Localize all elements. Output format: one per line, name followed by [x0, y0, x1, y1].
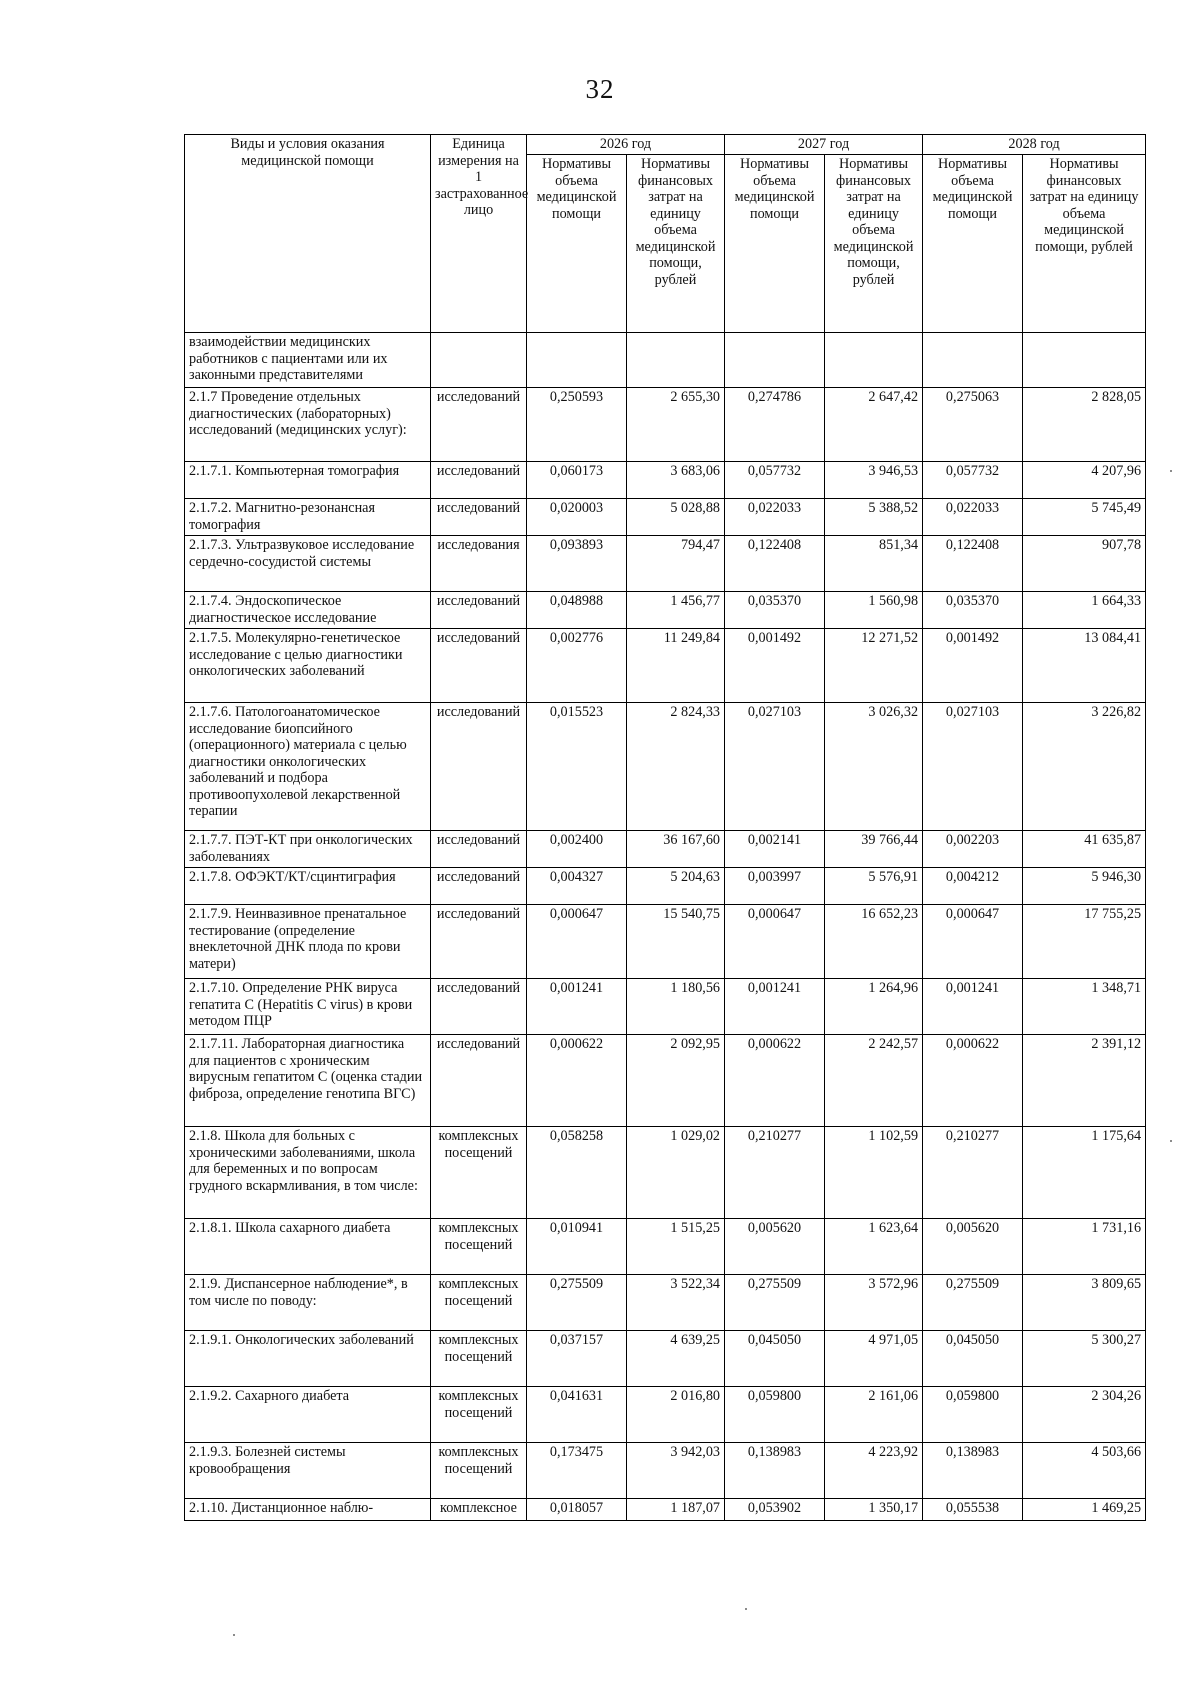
row-volume-2027: 0,002141	[725, 831, 825, 868]
header-kind: Виды и условия оказания медицинской помощи	[185, 135, 431, 333]
row-volume-2026: 0,060173	[527, 462, 627, 499]
row-cost-2027	[825, 333, 923, 388]
row-cost-2028: 1 175,64	[1023, 1127, 1146, 1219]
row-volume-2026: 0,018057	[527, 1499, 627, 1521]
row-volume-2028: 0,000647	[923, 905, 1023, 979]
row-volume-2027: 0,057732	[725, 462, 825, 499]
row-volume-2027: 0,000622	[725, 1035, 825, 1127]
row-kind: 2.1.7.6. Патологоанатомическое исследование биопсийного (операционного) материала с целью диагностики онкологических заболеваний и подбора противоопухолевой лекарственной терапии	[185, 703, 431, 831]
row-cost-2027: 12 271,52	[825, 629, 923, 703]
row-cost-2026: 11 249,84	[627, 629, 725, 703]
row-volume-2028: 0,057732	[923, 462, 1023, 499]
row-volume-2027	[725, 333, 825, 388]
row-volume-2026: 0,093893	[527, 536, 627, 592]
header-cost-2028: Нормативы финансовых затрат на единицу объема медицинской помощи, рублей	[1023, 155, 1146, 333]
row-volume-2028: 0,001492	[923, 629, 1023, 703]
table-row	[185, 1035, 1146, 1127]
row-volume-2026: 0,000647	[527, 905, 627, 979]
row-kind: 2.1.10. Дистанционное наблю-	[185, 1499, 431, 1521]
row-cost-2026: 1 029,02	[627, 1127, 725, 1219]
table-row	[185, 1219, 1146, 1275]
row-volume-2028: 0,122408	[923, 536, 1023, 592]
row-unit: исследований	[431, 868, 527, 905]
row-volume-2027: 0,005620	[725, 1219, 825, 1275]
table-row	[185, 499, 1146, 536]
row-cost-2027: 1 560,98	[825, 592, 923, 629]
header-year-2028: 2028 год	[923, 135, 1146, 155]
table-row	[185, 1275, 1146, 1331]
row-volume-2027: 0,275509	[725, 1275, 825, 1331]
table-row	[185, 536, 1146, 592]
scan-speck	[1170, 1140, 1172, 1142]
row-kind: 2.1.9. Диспансерное наблюдение*, в том числе по поводу:	[185, 1275, 431, 1331]
row-unit: исследований	[431, 703, 527, 831]
row-volume-2026: 0,002776	[527, 629, 627, 703]
row-cost-2027: 39 766,44	[825, 831, 923, 868]
row-kind: 2.1.7.7. ПЭТ-КТ при онкологических заболеваниях	[185, 831, 431, 868]
row-volume-2027: 0,022033	[725, 499, 825, 536]
table-row	[185, 462, 1146, 499]
table-row	[185, 629, 1146, 703]
row-kind: 2.1.8.1. Школа сахарного диабета	[185, 1219, 431, 1275]
row-cost-2026: 2 016,80	[627, 1387, 725, 1443]
row-cost-2026: 5 028,88	[627, 499, 725, 536]
row-cost-2026: 4 639,25	[627, 1331, 725, 1387]
scan-speck	[233, 1634, 235, 1636]
row-unit: комплексных посещений	[431, 1331, 527, 1387]
row-cost-2026: 36 167,60	[627, 831, 725, 868]
row-kind: 2.1.7.3. Ультразвуковое исследование сердечно-сосудистой системы	[185, 536, 431, 592]
row-volume-2026: 0,275509	[527, 1275, 627, 1331]
row-kind: 2.1.7.2. Магнитно-резонансная томография	[185, 499, 431, 536]
row-volume-2027: 0,053902	[725, 1499, 825, 1521]
table-row	[185, 703, 1146, 831]
header-volume-2026: Нормативы объема медицинской помощи	[527, 155, 627, 333]
row-cost-2026: 15 540,75	[627, 905, 725, 979]
row-cost-2027: 851,34	[825, 536, 923, 592]
row-kind: 2.1.7.1. Компьютерная томография	[185, 462, 431, 499]
row-cost-2027: 5 388,52	[825, 499, 923, 536]
row-volume-2026: 0,058258	[527, 1127, 627, 1219]
row-volume-2026: 0,041631	[527, 1387, 627, 1443]
row-cost-2026: 5 204,63	[627, 868, 725, 905]
row-kind: 2.1.9.2. Сахарного диабета	[185, 1387, 431, 1443]
row-cost-2026: 2 655,30	[627, 388, 725, 462]
row-unit: исследований	[431, 1035, 527, 1127]
row-volume-2028: 0,004212	[923, 868, 1023, 905]
row-kind: 2.1.7.9. Неинвазивное пренатальное тестирование (определение внеклеточной ДНК плода по крови матери)	[185, 905, 431, 979]
row-cost-2027: 3 946,53	[825, 462, 923, 499]
row-kind: взаимодействии медицинских работников с пациентами или их законными представителями	[185, 333, 431, 388]
row-kind: 2.1.7 Проведение отдельных диагностических (лабораторных) исследований (медицинских услуг):	[185, 388, 431, 462]
row-kind: 2.1.9.3. Болезней системы кровообращения	[185, 1443, 431, 1499]
row-kind: 2.1.7.8. ОФЭКТ/КТ/сцинтиграфия	[185, 868, 431, 905]
table-row	[185, 592, 1146, 629]
row-cost-2026: 1 456,77	[627, 592, 725, 629]
row-cost-2028: 5 300,27	[1023, 1331, 1146, 1387]
row-cost-2027: 3 026,32	[825, 703, 923, 831]
table-body	[185, 333, 1146, 1521]
table-row	[185, 831, 1146, 868]
row-volume-2028: 0,138983	[923, 1443, 1023, 1499]
row-cost-2026: 794,47	[627, 536, 725, 592]
row-volume-2028: 0,000622	[923, 1035, 1023, 1127]
row-unit: исследований	[431, 905, 527, 979]
row-cost-2026: 1 515,25	[627, 1219, 725, 1275]
row-volume-2027: 0,059800	[725, 1387, 825, 1443]
table-row	[185, 1127, 1146, 1219]
header-row-years	[185, 135, 1146, 155]
row-cost-2028: 2 304,26	[1023, 1387, 1146, 1443]
row-volume-2027: 0,274786	[725, 388, 825, 462]
row-cost-2028: 5 745,49	[1023, 499, 1146, 536]
row-kind: 2.1.9.1. Онкологических заболеваний	[185, 1331, 431, 1387]
header-volume-2028: Нормативы объема медицинской помощи	[923, 155, 1023, 333]
row-cost-2028: 3 809,65	[1023, 1275, 1146, 1331]
row-volume-2026: 0,020003	[527, 499, 627, 536]
row-cost-2028: 13 084,41	[1023, 629, 1146, 703]
row-cost-2027: 1 623,64	[825, 1219, 923, 1275]
page-number: 32	[585, 74, 615, 104]
scan-speck	[745, 1608, 747, 1610]
row-volume-2027: 0,000647	[725, 905, 825, 979]
row-volume-2026: 0,002400	[527, 831, 627, 868]
row-volume-2028: 0,027103	[923, 703, 1023, 831]
row-cost-2027: 1 102,59	[825, 1127, 923, 1219]
row-volume-2026: 0,015523	[527, 703, 627, 831]
row-unit: комплексных посещений	[431, 1387, 527, 1443]
row-volume-2026: 0,010941	[527, 1219, 627, 1275]
row-cost-2026: 3 683,06	[627, 462, 725, 499]
row-volume-2026	[527, 333, 627, 388]
row-volume-2028: 0,210277	[923, 1127, 1023, 1219]
row-kind: 2.1.7.11. Лабораторная диагностика для пациентов с хроническим вирусным гепатитом С (оценка стадии фиброза, определение генотипа ВГС)	[185, 1035, 431, 1127]
row-cost-2028: 1 664,33	[1023, 592, 1146, 629]
row-cost-2026	[627, 333, 725, 388]
row-volume-2028: 0,275063	[923, 388, 1023, 462]
scan-speck	[1170, 470, 1172, 472]
header-cost-2027: Нормативы финансовых затрат на единицу объема медицинской помощи, рублей	[825, 155, 923, 333]
row-cost-2027: 3 572,96	[825, 1275, 923, 1331]
row-unit: исследований	[431, 629, 527, 703]
row-cost-2027: 1 350,17	[825, 1499, 923, 1521]
row-cost-2028: 4 207,96	[1023, 462, 1146, 499]
row-volume-2027: 0,001241	[725, 979, 825, 1035]
header-year-2027: 2027 год	[725, 135, 923, 155]
row-kind: 2.1.7.10. Определение РНК вируса гепатита С (Hepatitis С virus) в крови методом ПЦР	[185, 979, 431, 1035]
table-row	[185, 1499, 1146, 1521]
row-volume-2026: 0,048988	[527, 592, 627, 629]
row-volume-2026: 0,173475	[527, 1443, 627, 1499]
row-unit: исследований	[431, 979, 527, 1035]
row-volume-2026: 0,004327	[527, 868, 627, 905]
table-row	[185, 905, 1146, 979]
row-cost-2028: 2 828,05	[1023, 388, 1146, 462]
row-cost-2028: 17 755,25	[1023, 905, 1146, 979]
row-volume-2027: 0,001492	[725, 629, 825, 703]
row-cost-2027: 4 223,92	[825, 1443, 923, 1499]
row-volume-2027: 0,045050	[725, 1331, 825, 1387]
row-volume-2028: 0,001241	[923, 979, 1023, 1035]
row-cost-2028: 1 731,16	[1023, 1219, 1146, 1275]
row-cost-2028: 41 635,87	[1023, 831, 1146, 868]
row-cost-2026: 2 092,95	[627, 1035, 725, 1127]
row-volume-2028: 0,002203	[923, 831, 1023, 868]
row-cost-2028: 1 348,71	[1023, 979, 1146, 1035]
row-volume-2027: 0,138983	[725, 1443, 825, 1499]
row-cost-2027: 16 652,23	[825, 905, 923, 979]
row-cost-2028: 2 391,12	[1023, 1035, 1146, 1127]
row-unit: исследований	[431, 592, 527, 629]
row-unit: исследования	[431, 536, 527, 592]
row-unit: исследований	[431, 499, 527, 536]
header-cost-2026: Нормативы финансовых затрат на единицу объема медицинской помощи, рублей	[627, 155, 725, 333]
row-cost-2028: 3 226,82	[1023, 703, 1146, 831]
table-row	[185, 1331, 1146, 1387]
row-unit: исследований	[431, 831, 527, 868]
row-volume-2028: 0,005620	[923, 1219, 1023, 1275]
row-volume-2026: 0,000622	[527, 1035, 627, 1127]
row-volume-2027: 0,035370	[725, 592, 825, 629]
row-cost-2028: 907,78	[1023, 536, 1146, 592]
row-unit	[431, 333, 527, 388]
row-volume-2026: 0,250593	[527, 388, 627, 462]
row-cost-2027: 5 576,91	[825, 868, 923, 905]
row-volume-2028: 0,022033	[923, 499, 1023, 536]
row-unit: комплексных посещений	[431, 1219, 527, 1275]
row-cost-2027: 1 264,96	[825, 979, 923, 1035]
row-volume-2028: 0,275509	[923, 1275, 1023, 1331]
row-volume-2026: 0,001241	[527, 979, 627, 1035]
row-volume-2026: 0,037157	[527, 1331, 627, 1387]
row-cost-2028	[1023, 333, 1146, 388]
row-volume-2027: 0,027103	[725, 703, 825, 831]
row-cost-2028: 1 469,25	[1023, 1499, 1146, 1521]
row-unit: комплексных посещений	[431, 1275, 527, 1331]
row-cost-2027: 2 647,42	[825, 388, 923, 462]
row-kind: 2.1.8. Школа для больных с хроническими заболеваниями, школа для беременных и по вопросам грудного вскармливания, в том числе:	[185, 1127, 431, 1219]
table-row	[185, 1387, 1146, 1443]
row-volume-2027: 0,003997	[725, 868, 825, 905]
row-cost-2026: 2 824,33	[627, 703, 725, 831]
header-volume-2027: Нормативы объема медицинской помощи	[725, 155, 825, 333]
row-cost-2027: 4 971,05	[825, 1331, 923, 1387]
row-cost-2027: 2 242,57	[825, 1035, 923, 1127]
row-volume-2028: 0,055538	[923, 1499, 1023, 1521]
table-row	[185, 868, 1146, 905]
row-volume-2028: 0,045050	[923, 1331, 1023, 1387]
table-row	[185, 388, 1146, 462]
row-volume-2027: 0,210277	[725, 1127, 825, 1219]
row-volume-2028	[923, 333, 1023, 388]
table-row	[185, 1443, 1146, 1499]
row-cost-2028: 5 946,30	[1023, 868, 1146, 905]
row-cost-2026: 3 942,03	[627, 1443, 725, 1499]
row-unit: комплексных посещений	[431, 1127, 527, 1219]
row-unit: комплексных посещений	[431, 1443, 527, 1499]
row-cost-2028: 4 503,66	[1023, 1443, 1146, 1499]
norms-table	[184, 134, 1146, 1521]
row-kind: 2.1.7.5. Молекулярно-генетическое исследование с целью диагностики онкологических заболеваний	[185, 629, 431, 703]
row-volume-2028: 0,059800	[923, 1387, 1023, 1443]
row-unit: комплексное	[431, 1499, 527, 1521]
header-unit: Единица измерения на 1 застрахованное лицо	[431, 135, 527, 333]
table-row	[185, 979, 1146, 1035]
row-unit: исследований	[431, 388, 527, 462]
header-year-2026: 2026 год	[527, 135, 725, 155]
row-cost-2026: 3 522,34	[627, 1275, 725, 1331]
row-volume-2027: 0,122408	[725, 536, 825, 592]
row-kind: 2.1.7.4. Эндоскопическое диагностическое исследование	[185, 592, 431, 629]
row-cost-2027: 2 161,06	[825, 1387, 923, 1443]
row-cost-2026: 1 187,07	[627, 1499, 725, 1521]
row-cost-2026: 1 180,56	[627, 979, 725, 1035]
row-volume-2028: 0,035370	[923, 592, 1023, 629]
table-row	[185, 333, 1146, 388]
row-unit: исследований	[431, 462, 527, 499]
